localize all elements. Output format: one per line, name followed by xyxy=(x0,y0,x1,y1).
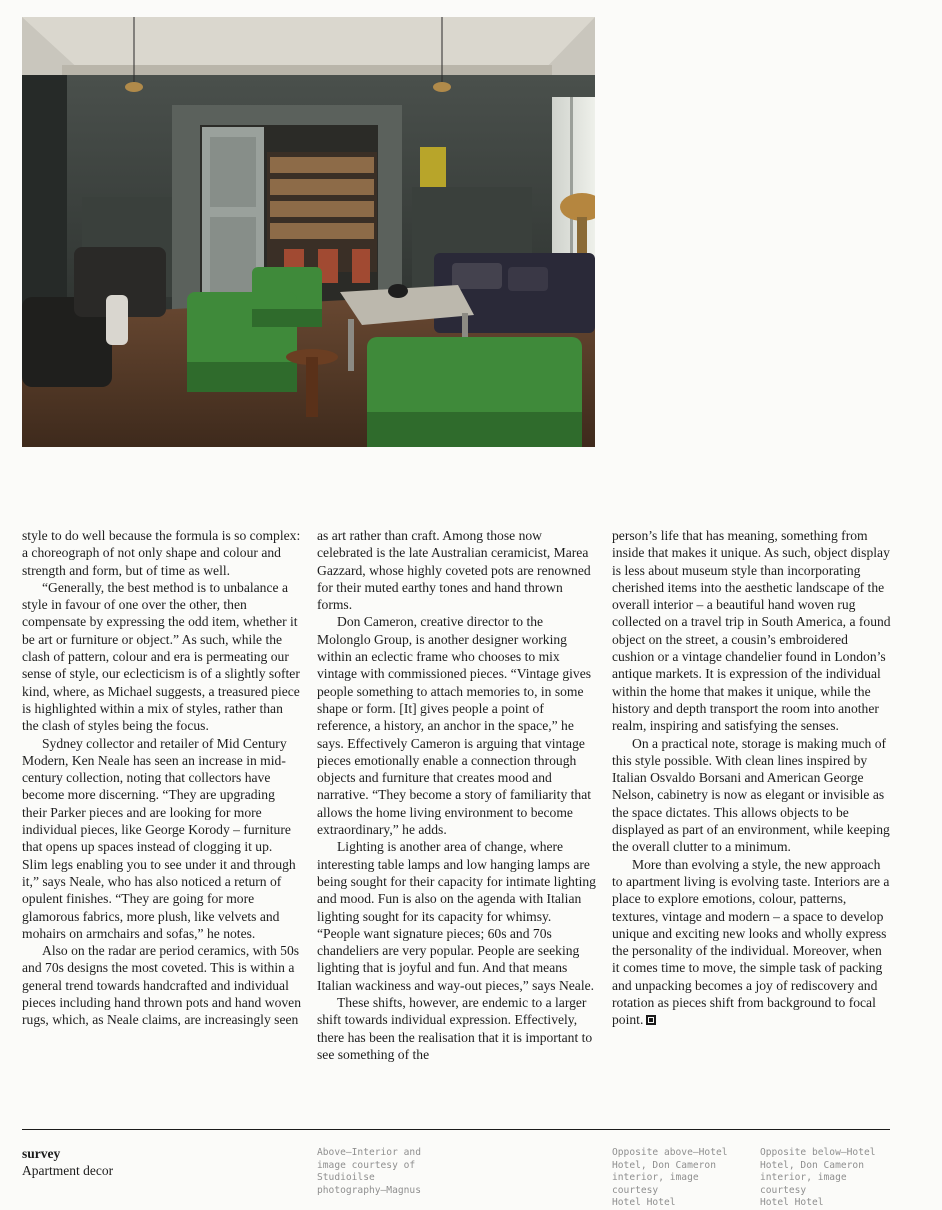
paragraph: Sydney collector and retailer of Mid Century Modern, Ken Neale has seen an increase in mid-century collection, noting that collectors have become more discerning. “They are upgrading their Parker pieces and are looking for more individual pieces, like George Korody – furniture that opens up spaces instead of clogging it up. Slim legs enabling you to see under it and through it,” says Neale, who has also noticed a return of opulent finishes. “They are going for more glamorous fabrics, more plush, like velvets and mohairs on armchairs and sofas,” he notes. xyxy=(22,735,296,941)
section-subtitle: Apartment decor xyxy=(22,1163,114,1178)
footer-divider xyxy=(22,1129,890,1130)
section-label xyxy=(22,1145,113,1179)
end-mark-icon xyxy=(646,1015,656,1025)
article-column-1 xyxy=(22,527,301,1029)
paragraph: On a practical note, storage is making much of this style possible. With clean lines inspired by Italian Osvaldo Borsani and American George Nelson, cabinetry is now as elegant or invisible as the space dictates. This allows objects to be displayed as part of an environment, while keeping the overall clutter to a minimum. xyxy=(612,735,890,855)
caption-opposite-above: Opposite above—Hotel Hotel, Don Cameron interior, image courtesy Hotel Hotel xyxy=(612,1147,728,1209)
paragraph xyxy=(612,856,891,1029)
paragraph: person’s life that has meaning, something from inside that makes it unique. As such, object display is less about museum style than incorporating cherished items into the aesthetic landscape of the overall interior – a beautiful hand woven rug collected on a travel trip in South America, a found object on the street, a cousin’s embroidered cushion or a vintage chandelier found in London’s antique markets. It is expression of the individual within the home that makes it unique, while the history and depth transport the room into another realm, inspiring and satisfying the senses. xyxy=(612,528,891,734)
interior-photo-illustration xyxy=(22,17,595,447)
paragraph: Lighting is another area of change, where interesting table lamps and low hanging lamps are being sought for their capacity for intimate lighting and mood. Fun is also on the agenda with Italian lighting sought for its capacity for whimsy. “People want signature pieces; 60s and 70s chandeliers are very popular. People are seeking lighting that is joyful and fun. And that means Italian wackiness and way-out pieces,” says Neale. xyxy=(317,839,596,993)
article-column-2 xyxy=(317,527,596,1063)
paragraph: style to do well because the formula is so complex: a choreograph of not only shape and colour and strength and form, but of time as well. xyxy=(22,528,301,578)
section-kicker: survey xyxy=(22,1146,61,1161)
paragraph: “Generally, the best method is to unbalance a style in favour of one over the other, then compensate by expressing the odd item, whether it be art or furniture or object.” As such, while the clash of pattern, colour and era is permeating our sense of style, our eclecticism is of a slightly softer kind, where, as Michael suggests, a treasured piece is highlighted within a mix of styles, rather than the clash of styles being the focus. xyxy=(22,579,300,734)
interior-photo xyxy=(22,17,595,447)
paragraph: Also on the radar are period ceramics, with 50s and 70s designs the most coveted. This is within a general trend towards handcrafted and individual pieces including hand thrown pots and hand woven rugs, which, as Neale claims, are increasingly seen xyxy=(22,943,301,1028)
paragraph: Don Cameron, creative director to the Molonglo Group, is another designer working within an eclectic frame who chooses to mix vintage with commissioned pieces. “Vintage gives people something to attach memories to, in some shape or form. [It] gives people a point of reference, a history, an anchor in the space,” he says. Effectively Cameron is arguing that vintage pieces emotionally enable a connection through objects and furniture that creates mood and narrative. “They become a story of familiarity that allows the home living environment to become extraordinary,” he adds. xyxy=(317,614,592,838)
caption-opposite-below: Opposite below—Hotel Hotel, Don Cameron interior, image courtesy Hotel Hotel xyxy=(760,1147,876,1209)
paragraph: as art rather than craft. Among those now celebrated is the late Australian ceramicist, Marea Gazzard, whose highly coveted pots are renowned for their muted earthy tones and hand thrown forms. xyxy=(317,528,591,613)
paragraph-text: More than evolving a style, the new approach to apartment living is evolving taste. Interiors are a place to explore emotions, colour, patterns, textures, vintage and modern – a space to develop unique and exciting new looks and wholly express the personality of the individual. Moreover, when it comes time to move, the simple task of packing and unpacking becomes a joy of rediscovery and rotation as pieces shift from background to focal point. xyxy=(612,856,890,1028)
paragraph: These shifts, however, are endemic to a larger shift towards individual expression. Effectively, there has been the realisation that it is important to see something of the xyxy=(317,995,593,1062)
caption-above: Above—Interior and image courtesy of Studioilse photography—Magnus xyxy=(317,1147,421,1196)
article-column-3 xyxy=(612,527,891,1029)
